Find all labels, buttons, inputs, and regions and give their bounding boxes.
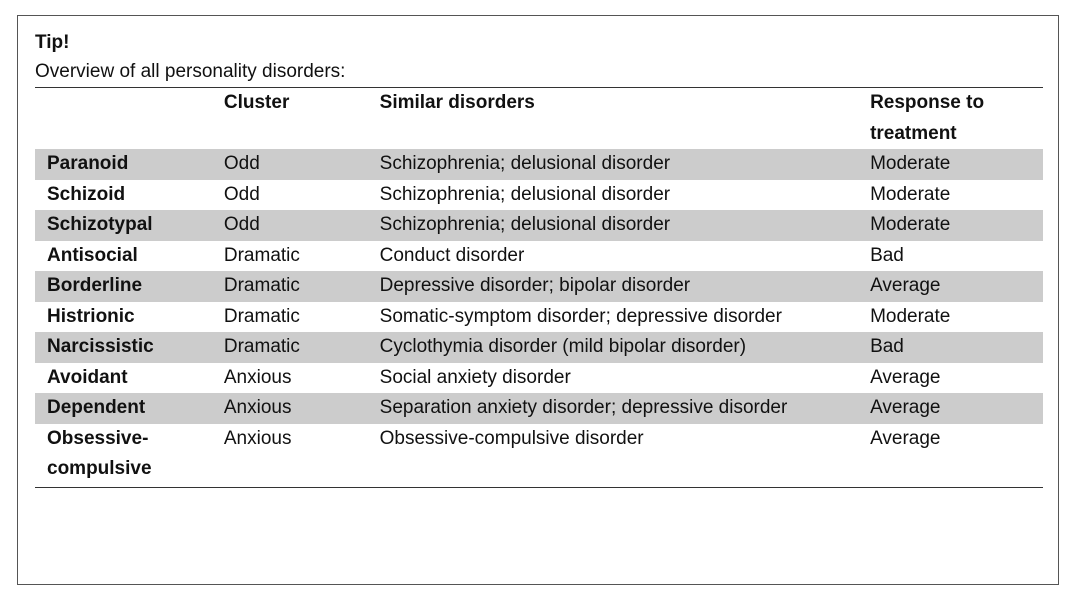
cluster-cell: Anxious xyxy=(223,427,292,449)
disorder-name-cell: Paranoid xyxy=(35,149,212,180)
disorder-name-cell: Schizotypal xyxy=(35,210,212,241)
similar-disorders-cell: Obsessive-compulsive disorder xyxy=(379,427,644,449)
similar-disorders-cell: Cyclothymia disorder (mild bipolar disorder) xyxy=(368,332,858,363)
cluster-cell: Anxious xyxy=(223,366,292,388)
disorder-name-cell: Avoidant xyxy=(47,366,128,388)
disorder-name-cell: Schizoid xyxy=(47,183,126,205)
response-cell: Average xyxy=(870,427,941,449)
personality-disorders-table xyxy=(35,87,1043,488)
table-row xyxy=(35,180,1043,211)
table-row xyxy=(35,271,1043,302)
table-row xyxy=(35,302,1043,333)
cluster-cell: Dramatic xyxy=(212,332,368,363)
response-cell: Average xyxy=(870,366,941,388)
table-row xyxy=(35,363,1043,394)
disorder-name-cell: Narcissistic xyxy=(35,332,212,363)
response-cell: Moderate xyxy=(870,183,951,205)
similar-disorders-cell: Social anxiety disorder xyxy=(379,366,571,388)
cluster-cell: Odd xyxy=(223,183,260,205)
cluster-cell: Odd xyxy=(212,210,368,241)
header-name xyxy=(35,88,212,150)
response-cell: Moderate xyxy=(870,305,951,327)
response-cell: Moderate xyxy=(858,149,1043,180)
response-cell: Bad xyxy=(870,244,904,266)
table-row xyxy=(35,149,1043,180)
header-response: Response to treatment xyxy=(870,92,985,144)
response-cell: Average xyxy=(858,271,1043,302)
similar-disorders-cell: Schizophrenia; delusional disorder xyxy=(379,183,671,205)
similar-disorders-cell: Depressive disorder; bipolar disorder xyxy=(368,271,858,302)
tip-box xyxy=(17,15,1059,585)
cluster-cell: Dramatic xyxy=(223,244,300,266)
disorder-name-cell: Histrionic xyxy=(47,305,135,327)
disorder-name-cell: Obsessive-compulsive xyxy=(47,427,152,479)
table-row xyxy=(35,424,1043,488)
tip-title: Tip! xyxy=(35,32,70,53)
disorder-name-cell: Antisocial xyxy=(47,244,138,266)
cluster-cell: Odd xyxy=(212,149,368,180)
cluster-cell: Anxious xyxy=(212,393,368,424)
table-body xyxy=(35,149,1043,487)
similar-disorders-cell: Separation anxiety disorder; depressive disorder xyxy=(368,393,858,424)
similar-disorders-cell: Schizophrenia; delusional disorder xyxy=(368,149,858,180)
disorder-name-cell: Borderline xyxy=(35,271,212,302)
table-row xyxy=(35,332,1043,363)
table-caption: Overview of all personality disorders: xyxy=(35,61,346,82)
header-similar-disorders: Similar disorders xyxy=(379,92,535,113)
table-row xyxy=(35,241,1043,272)
response-cell: Moderate xyxy=(858,210,1043,241)
similar-disorders-cell: Conduct disorder xyxy=(379,244,525,266)
cluster-cell: Dramatic xyxy=(223,305,300,327)
table-row xyxy=(35,393,1043,424)
response-cell: Average xyxy=(858,393,1043,424)
disorder-name-cell: Dependent xyxy=(35,393,212,424)
similar-disorders-cell: Somatic-symptom disorder; depressive disorder xyxy=(379,305,782,327)
table-row xyxy=(35,210,1043,241)
header-cluster: Cluster xyxy=(223,92,290,113)
table-header-row xyxy=(35,88,1043,150)
response-cell: Bad xyxy=(858,332,1043,363)
cluster-cell: Dramatic xyxy=(212,271,368,302)
similar-disorders-cell: Schizophrenia; delusional disorder xyxy=(368,210,858,241)
